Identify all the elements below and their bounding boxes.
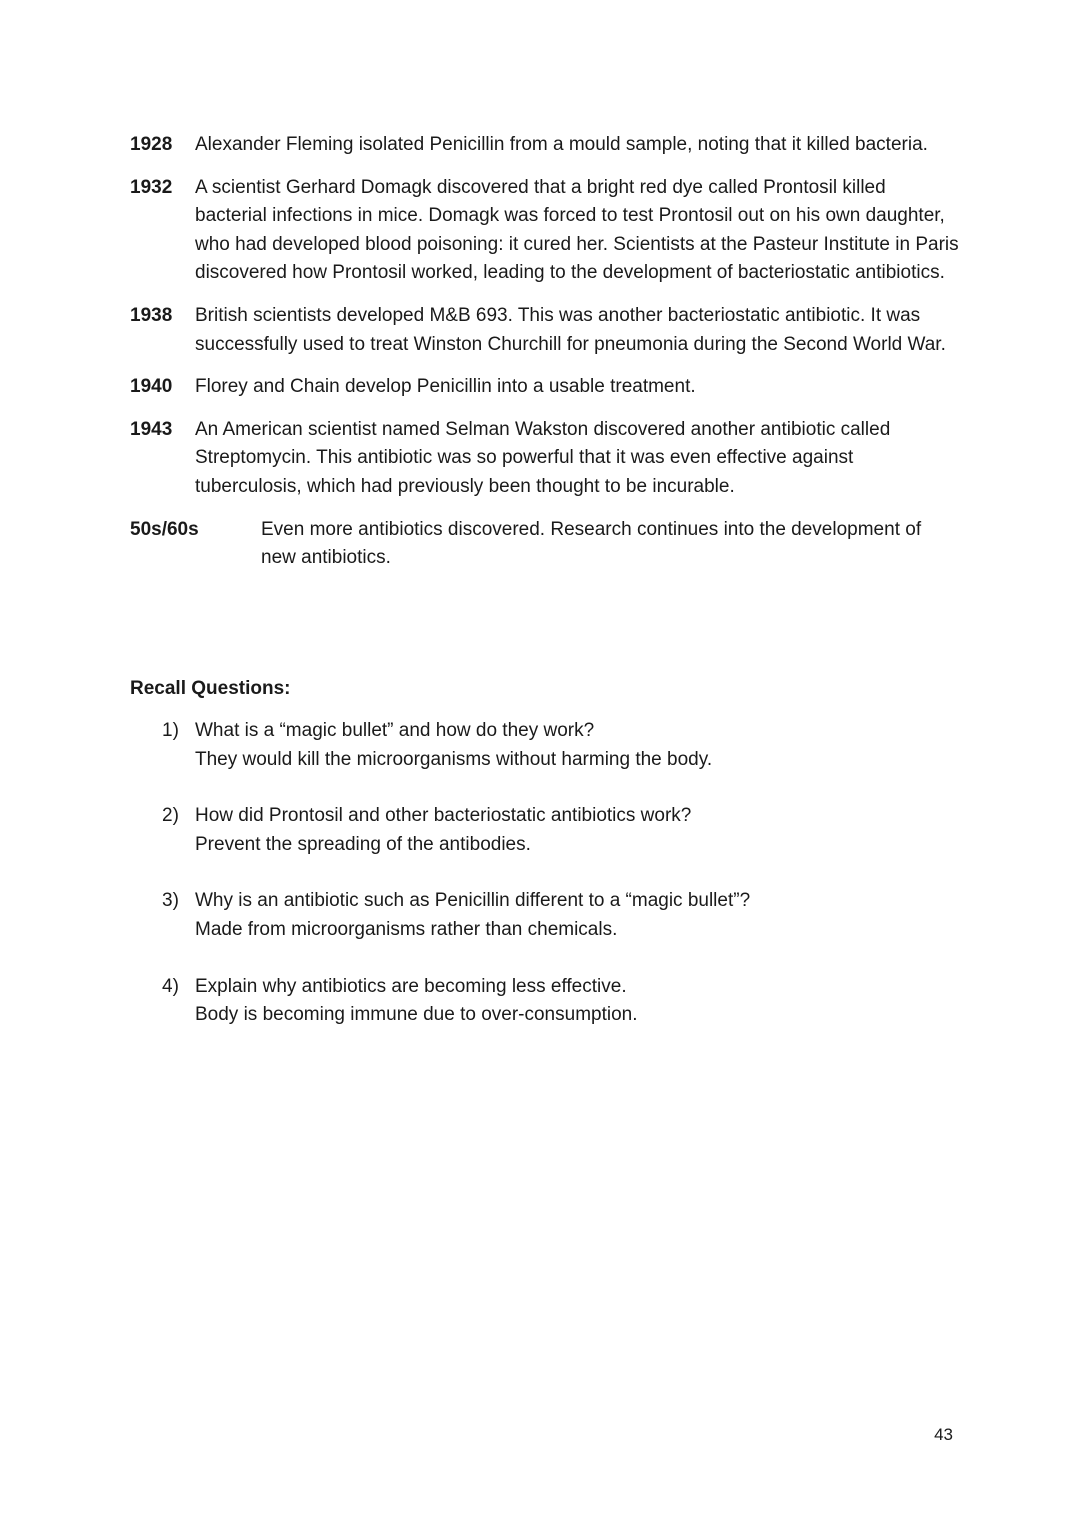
timeline-entry-1928 <box>130 131 960 160</box>
timeline-text: A scientist Gerhard Domagk discovered that a bright red dye called Prontosil killed bacterial infections in mice. Domagk was forced to test Prontosil out on his own daughter, who had developed blood poisoning: it cured her. Scientists at the Pasteur Institute in Paris discovered how Prontosil worked, leading to the development of bacteriostatic antibiotics. <box>195 176 959 284</box>
recall-question-2 <box>162 802 962 859</box>
timeline-year: 1940 <box>130 376 173 398</box>
timeline-entry-50s-60s <box>130 516 960 573</box>
timeline <box>130 131 960 573</box>
question-text: What is a “magic bullet” and how do they work? <box>195 720 595 741</box>
timeline-text: Alexander Fleming isolated Penicillin from a mould sample, noting that it killed bacteria. <box>195 134 928 155</box>
timeline-text: British scientists developed M&B 693. This was another bacteriostatic antibiotic. It was successfully used to treat Winston Churchill for pneumonia during the Second World War. <box>195 304 946 355</box>
question-number: 4) <box>162 975 179 997</box>
question-body <box>195 973 638 1030</box>
timeline-year: 1938 <box>130 304 173 326</box>
question-body <box>195 887 750 944</box>
timeline-text: Florey and Chain develop Penicillin into a usable treatment. <box>195 376 696 398</box>
question-number: 3) <box>162 890 179 912</box>
timeline-entry-1943 <box>130 416 960 502</box>
answer-text: Body is becoming immune due to over-consumption. <box>195 1004 638 1026</box>
page-number: 43 <box>934 1425 953 1444</box>
recall-question-4 <box>162 973 962 1030</box>
timeline-text: Even more antibiotics discovered. Research continues into the development of new antibiotics. <box>261 518 922 569</box>
timeline-year: 1943 <box>130 418 173 440</box>
question-text: How did Prontosil and other bacteriostatic antibiotics work? <box>195 805 692 827</box>
recall-question-1 <box>162 717 962 774</box>
answer-text: Made from microorganisms rather than chemicals. <box>195 918 618 940</box>
question-number: 2) <box>162 805 179 827</box>
recall-heading: Recall Questions: <box>130 678 291 699</box>
answer-text: Prevent the spreading of the antibodies. <box>195 833 531 855</box>
question-text: Explain why antibiotics are becoming less effective. <box>195 975 627 997</box>
timeline-text: An American scientist named Selman Wakston discovered another antibiotic called Streptomycin. This antibiotic was so powerful that it was even effective against tuberculosis, which had previously been thought to be incurable. <box>195 418 891 497</box>
answer-text: They would kill the microorganisms without harming the body. <box>195 748 713 770</box>
recall-question-3 <box>162 887 962 944</box>
question-number: 1) <box>162 720 179 741</box>
timeline-entry-1940 <box>130 373 960 402</box>
question-body <box>195 717 712 774</box>
timeline-entry-1932 <box>130 174 960 288</box>
timeline-year: 50s/60s <box>130 518 199 540</box>
question-body <box>195 802 691 859</box>
timeline-year: 1928 <box>130 134 173 155</box>
recall-questions <box>162 717 962 1058</box>
timeline-entry-1938 <box>130 302 960 359</box>
timeline-year: 1932 <box>130 176 173 198</box>
question-text: Why is an antibiotic such as Penicillin different to a “magic bullet”? <box>195 890 751 912</box>
